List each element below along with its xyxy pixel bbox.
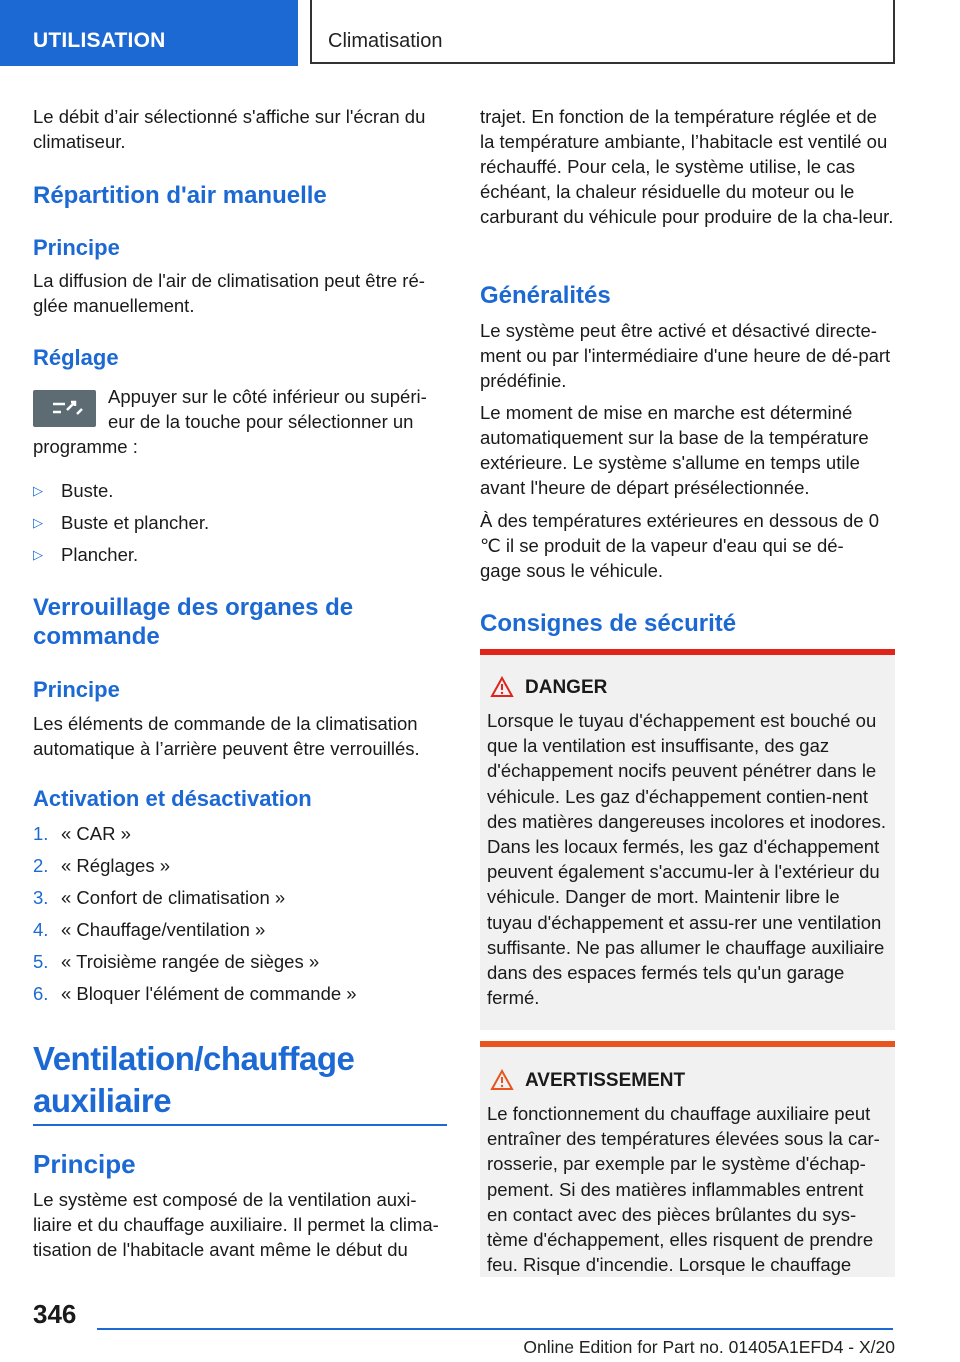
triangle-bullet-icon: ▷ (33, 483, 43, 498)
principe-1-paragraph: La diffusion de l'air de climatisation peut être ré-glée manuellement. (33, 270, 425, 316)
edition-text: Online Edition for Part no. 01405A1EFD4 - X/20 (523, 1337, 895, 1357)
heading-divider (33, 1124, 447, 1126)
heading-ventilation: Ventilation/chauffage auxiliaire (33, 1040, 355, 1119)
triangle-bullet-icon: ▷ (33, 547, 43, 562)
danger-body: Lorsque le tuyau d'échappement est bouché ou que la ventilation est insuffisante, des gaz d'échappement nocifs peuvent pénétrer dans le véhicule. Les gaz d'échappement contien-nent des matières dangereuses incolores et inodores. Dans les locaux fermés, les gaz d'échappement peuvent également s'accumu-ler à l'extérieur du véhicule. Danger de mort. Maintenir libre le tuyau d'échappement et assu-rer une ventilation suffisante. Ne pas allumer le chauffage auxiliaire dans des espaces fermés tels qu'un garage fermé. (487, 710, 887, 1009)
heading-verrouillage: Verrouillage des organes de commande (33, 594, 354, 650)
warning-triangle-icon (490, 676, 514, 703)
warning-bar (480, 1041, 895, 1047)
danger-bar (480, 649, 895, 655)
reglage-line-3: programme : (33, 436, 138, 457)
list-item: 5. « Troisième rangée de sièges » (33, 951, 320, 972)
heading-principe-1: Principe (33, 235, 120, 260)
list-item: 6. « Bloquer l'élément de commande » (33, 983, 357, 1004)
reglage-line-2: eur de la touche pour sélectionner un (108, 411, 414, 432)
generalites-paragraph-1: Le système peut être activé et désactivé directe-ment ou par l'intermédiaire d'une heure de dé-part prédéfinie. (480, 320, 891, 391)
heading-principe-3: Principe (33, 1149, 136, 1179)
heading-principe-2: Principe (33, 677, 120, 702)
triangle-bullet-icon: ▷ (33, 515, 43, 530)
page-header (0, 0, 960, 66)
danger-title: DANGER (525, 677, 608, 698)
warning-body: Le fonctionnement du chauffage auxiliaire peut entraîner des températures élevées sous la car-rosserie, par exemple par le système d'échap-pement. Si des matières inflammables entrent en contact avec des pièces brûlantes du sys-tème d'échappement, elles risquent de prendre feu. Risque d'incendie. Lorsque le chauffage (487, 1103, 880, 1276)
principe-3-paragraph: Le système est composé de la ventilation auxi-liaire et du chauffage auxiliaire. Il permet la clima-tisation de l'habitacle avant même le début du (33, 1189, 439, 1260)
list-item: 1. « CAR » (33, 823, 131, 844)
section-tab[interactable]: UTILISATION (0, 0, 298, 66)
footer-divider (97, 1328, 893, 1330)
danger-box (480, 649, 895, 1030)
generalites-paragraph-3: À des températures extérieures en dessous de 0 ℃ il se produit de la vapeur d'eau qui se dé-gage sous le véhicule. (480, 510, 880, 581)
heading-repartition: Répartition d'air manuelle (33, 182, 327, 209)
list-item: 2. « Réglages » (33, 855, 171, 876)
principe-2-paragraph: Les éléments de commande de la climatisation automatique à l’arrière peuvent être verrouillés. (33, 713, 420, 759)
heading-generalites: Généralités (480, 282, 611, 309)
air-distribution-button-icon (33, 390, 96, 427)
heading-consignes: Consignes de sécurité (480, 610, 737, 637)
warning-box (480, 1041, 895, 1277)
generalites-paragraph-2: Le moment de mise en marche est déterminé automatiquement sur la base de la température extérieure. Le système s'allume en temps utile avant l'heure de départ présélectionnée. (480, 402, 869, 498)
chapter-tab[interactable]: Climatisation (310, 0, 895, 64)
page-number: 346 (33, 1299, 77, 1329)
list-item: 3. « Confort de climatisation » (33, 887, 286, 908)
reglage-line-1: Appuyer sur le côté inférieur ou supéri- (108, 386, 427, 407)
intro-paragraph: Le débit d’air sélectionné s'affiche sur l'écran du climatiseur. (33, 106, 426, 152)
warning-triangle-icon (490, 1069, 514, 1096)
list-item: 4. « Chauffage/ventilation » (33, 919, 266, 940)
heading-reglage: Réglage (33, 345, 119, 370)
warning-title: AVERTISSEMENT (525, 1070, 686, 1091)
trajet-paragraph: trajet. En fonction de la température réglée et de la température ambiante, l’habitacle est ventilé ou réchauffé. Pour cela, le système utilise, le cas échéant, la chaleur résiduelle du moteur ou le carburant du véhicule pour produire de la cha-leur. (480, 106, 894, 227)
heading-activation: Activation et désactivation (33, 786, 312, 811)
